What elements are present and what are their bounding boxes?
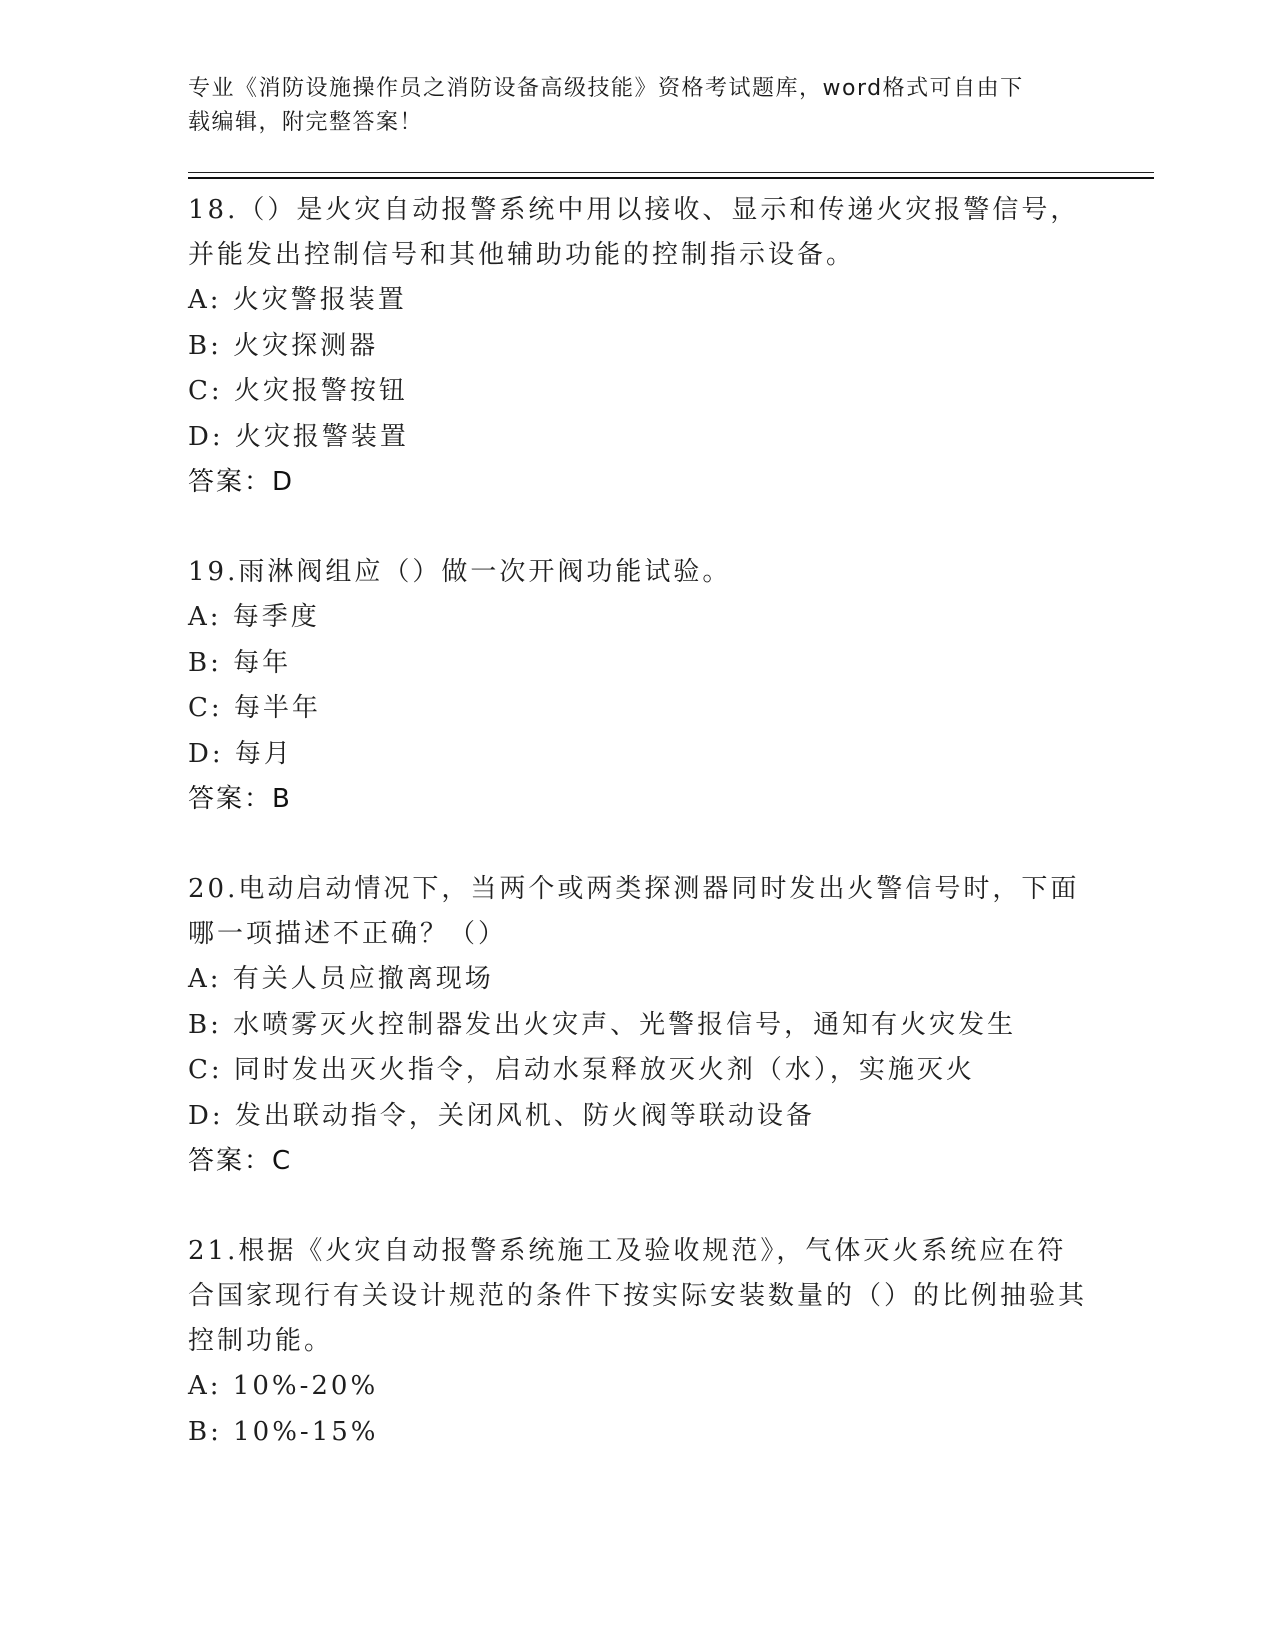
option-a: A: 火灾警报装置 [188, 285, 407, 315]
question-text: 19.雨淋阀组应（）做一次开阀功能试验。 [188, 557, 732, 587]
question-20 [188, 867, 1088, 1184]
question-spacer [188, 505, 1088, 550]
option-c: C: 火灾报警按钮 [188, 376, 408, 406]
question-spacer [188, 1184, 1088, 1229]
option-a: A: 每季度 [188, 602, 320, 632]
option-c: C: 同时发出灭火指令，启动水泵释放灭火剂（水），实施灭火 [188, 1055, 975, 1085]
question-list [188, 188, 1088, 1455]
question-19 [188, 550, 1088, 822]
header-line-1: 专业《消防设施操作员之消防设备高级技能》资格考试题库，word格式可自由下 [188, 76, 1024, 101]
option-c: C: 每半年 [188, 693, 321, 723]
answer-label: 答案：D [188, 467, 295, 497]
header-rule-thick [188, 177, 1154, 179]
question-21 [188, 1229, 1088, 1455]
option-a: A: 有关人员应撤离现场 [188, 964, 494, 994]
document-header [188, 72, 1068, 140]
answer-label: 答案：C [188, 1146, 293, 1176]
question-text: 21.根据《火灾自动报警系统施工及验收规范》，气体灭火系统应在符合国家现行有关设计规范的条件下按实际安装数量的（）的比例抽验其控制功能。 [188, 1236, 1088, 1356]
option-d: D: 发出联动指令，关闭风机、防火阀等联动设备 [188, 1100, 815, 1131]
option-b: B: 水喷雾灭火控制器发出火灾声、光警报信号，通知有火灾发生 [188, 1009, 1017, 1040]
answer-label: 答案：B [188, 784, 292, 814]
option-b: B: 10%-15% [188, 1416, 379, 1447]
option-a: A: 10%-20% [188, 1371, 379, 1401]
question-text: 20.电动启动情况下，当两个或两类探测器同时发出火警信号时，下面哪一项描述不正确？（） [188, 874, 1080, 949]
option-d: D: 火灾报警装置 [188, 421, 409, 452]
header-rule-thin [188, 172, 1154, 173]
question-spacer [188, 822, 1088, 867]
question-text: 18.（）是火灾自动报警系统中用以接收、显示和传递火灾报警信号，并能发出控制信号和其他辅助功能的控制指示设备。 [188, 195, 1080, 270]
option-d: D: 每月 [188, 738, 293, 769]
option-b: B: 每年 [188, 647, 292, 678]
header-line-2: 载编辑，附完整答案！ [188, 110, 424, 135]
option-b: B: 火灾探测器 [188, 330, 379, 361]
question-18 [188, 188, 1088, 505]
